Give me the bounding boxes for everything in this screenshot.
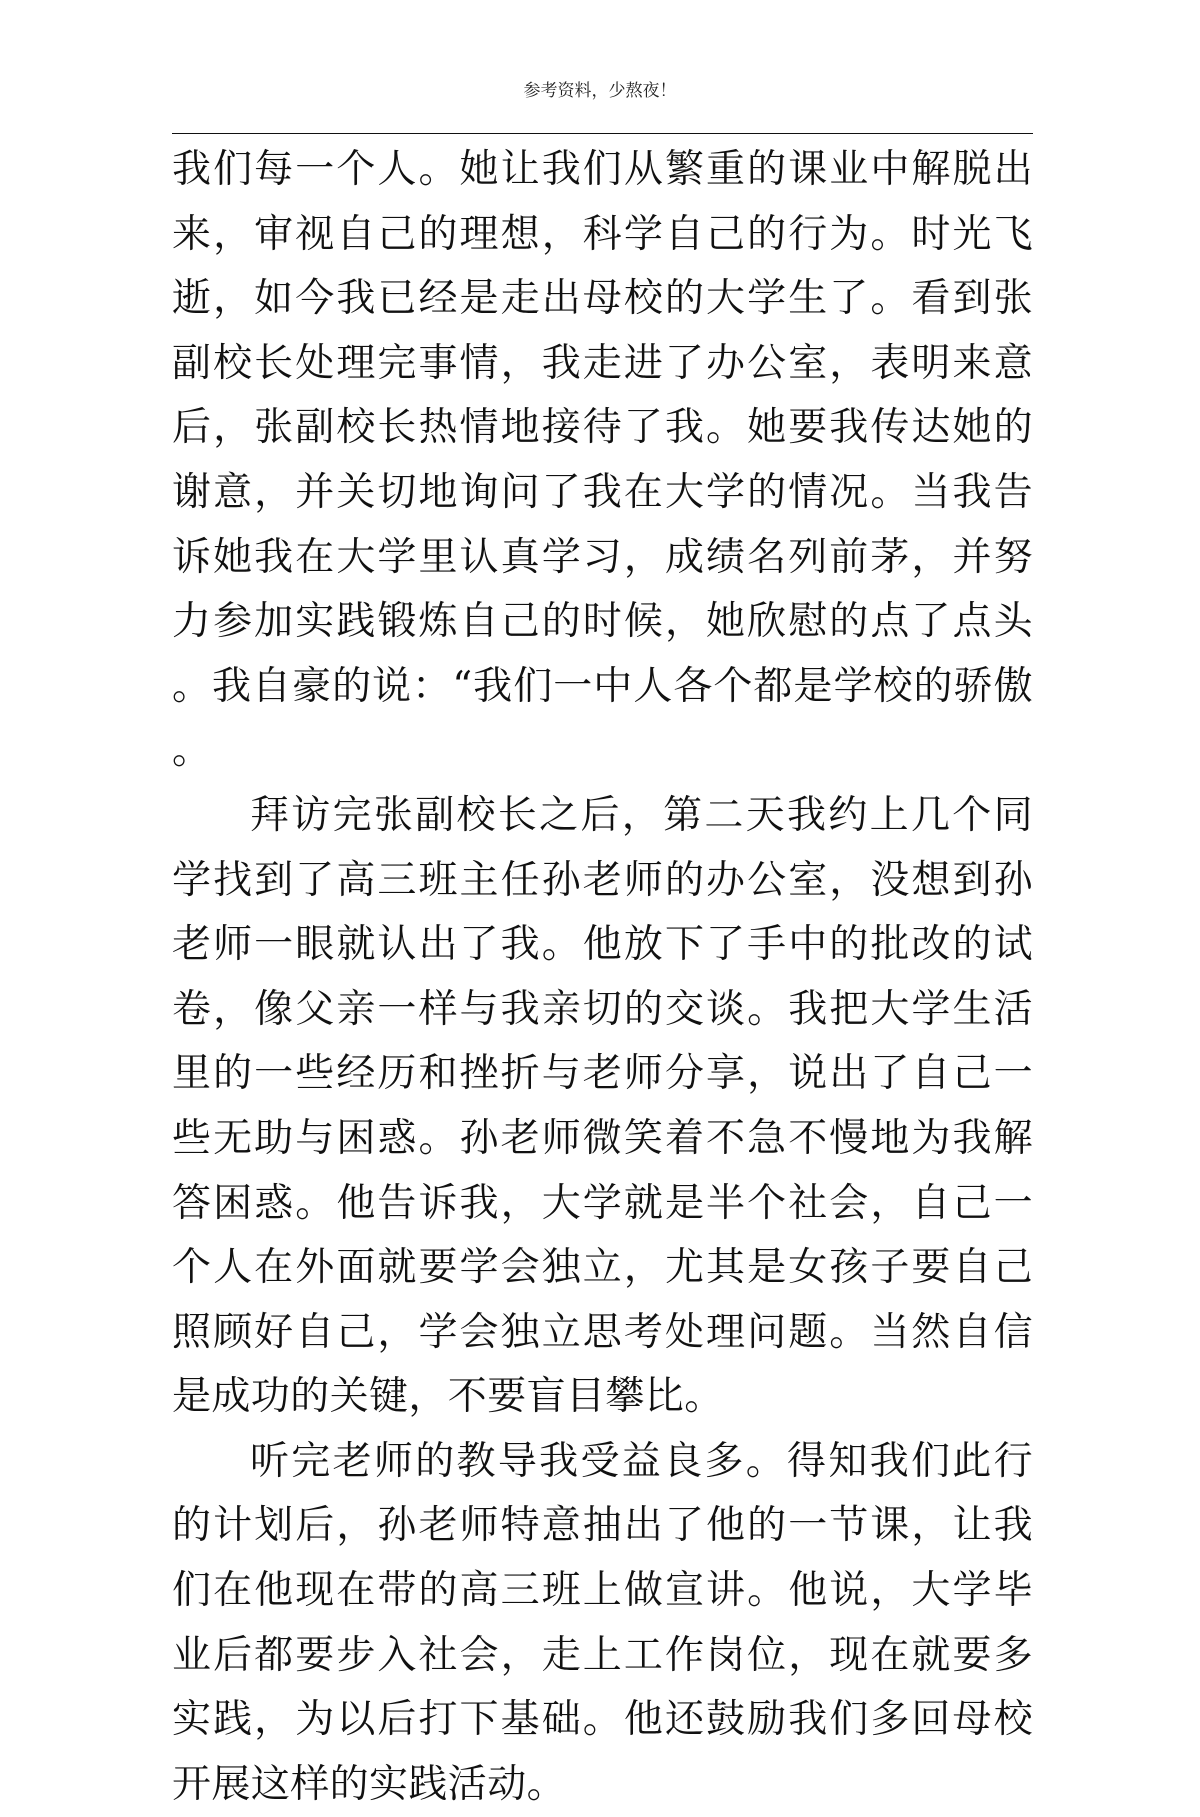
page-header: 参考资料，少熬夜！	[523, 81, 677, 101]
paragraph-2: 拜访完张副校长之后，第二天我约上几个同学找到了高三班主任孙老师的办公室，没想到孙老师一眼就认出了我。他放下了手中的批改的试卷，像父亲一样与我亲切的交谈。我把大学生活里的一些经历和挫折与老师分享，说出了自己一些无助与困惑。孙老师微笑着不急不慢地为我解答困惑。他告诉我，大学就是半个社会，自己一个人在外面就要学会独立，尤其是女孩子要自己照顾好自己，学会独立思考处理问题。当然自信是成功的关键，不要盲目攀比。	[172, 792, 1033, 1420]
paragraph-3: 听完老师的教导我受益良多。得知我们此行的计划后，孙老师特意抽出了他的一节课，让我们在他现在带的高三班上做宣讲。他说，大学毕业后都要步入社会，走上工作岗位，现在就要多实践，为以后打下基础。他还鼓励我们多回母校开展这样的实践活动。	[172, 1438, 1033, 1807]
document-body	[172, 138, 1033, 1817]
header-divider	[172, 133, 1033, 134]
paragraph-1: 我们每一个人。她让我们从繁重的课业中解脱出来，审视自己的理想，科学自己的行为。时光飞逝，如今我已经是走出母校的大学生了。看到张副校长处理完事情，我走进了办公室，表明来意后，张副校长热情地接待了我。她要我传达她的谢意，并关切地询问了我在大学的情况。当我告诉她我在大学里认真学习，成绩名列前茅，并努力参加实践锻炼自己的时候，她欣慰的点了点头。我自豪的说：“我们一中人各个都是学校的骄傲。	[172, 147, 1033, 774]
